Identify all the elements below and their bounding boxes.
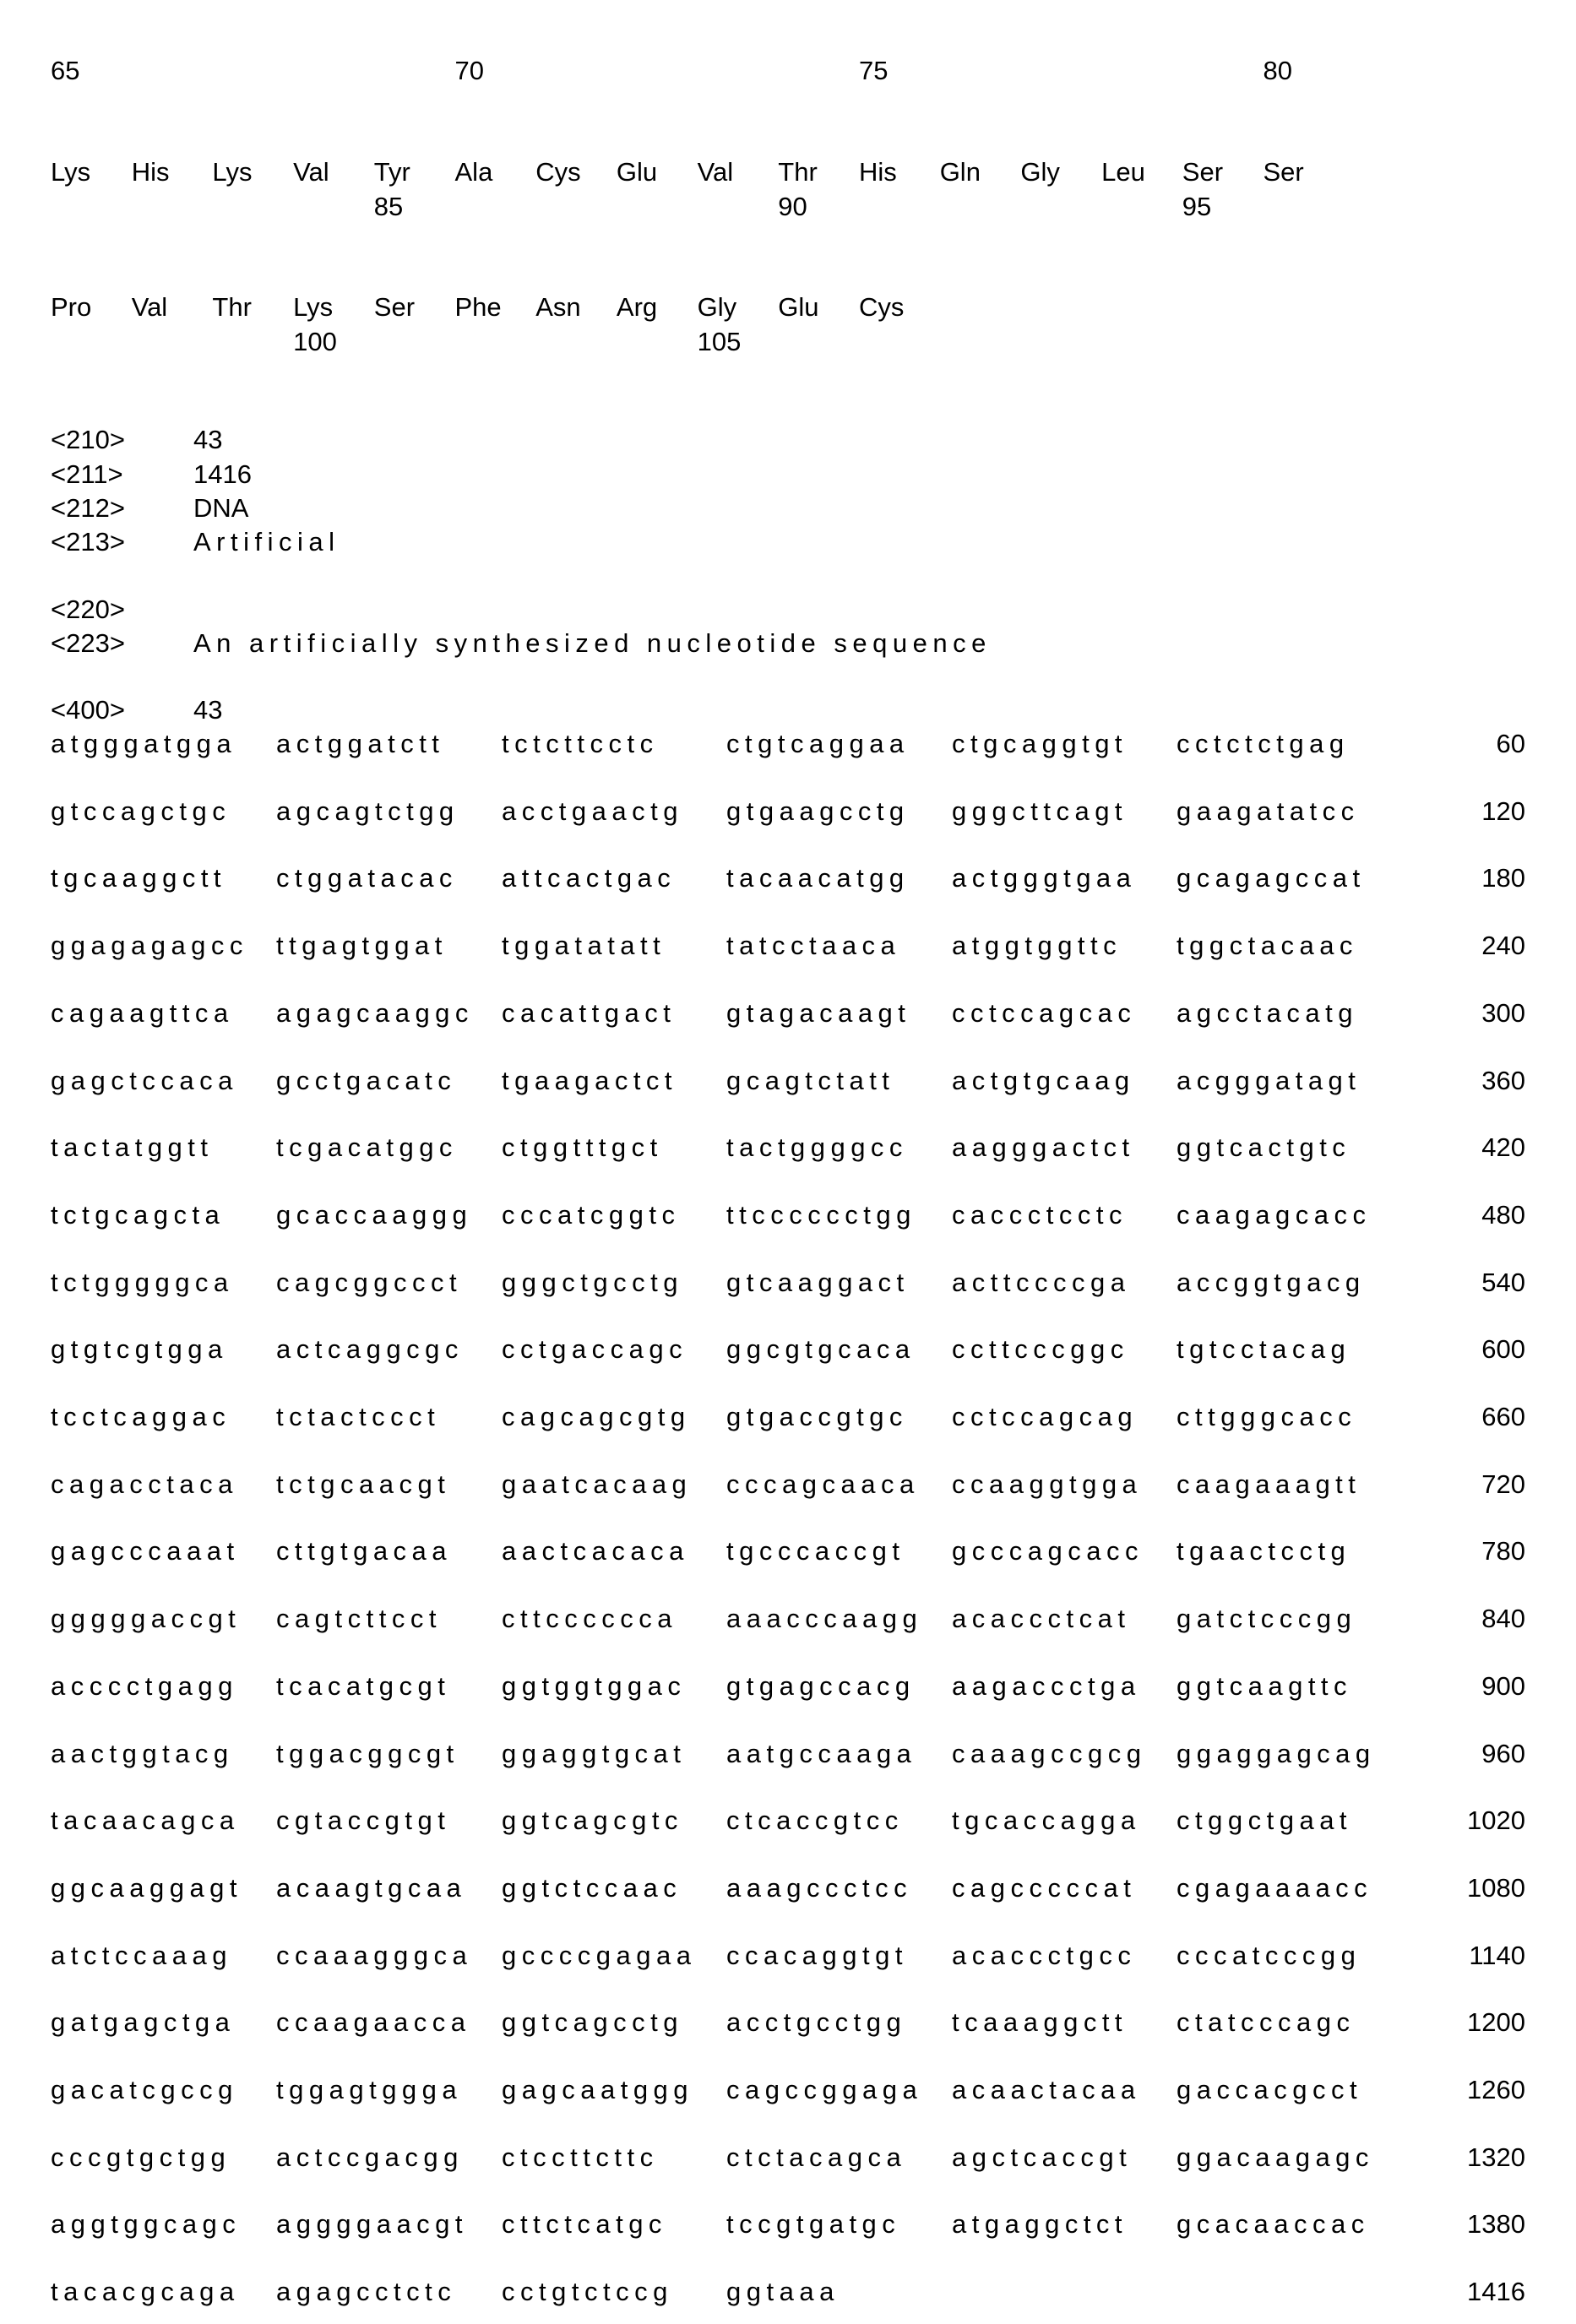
sequence-group: gacatcgccg [51, 2075, 238, 2105]
field-210-tag: <210> [51, 425, 125, 455]
sequence-group: ggtcactgtc [1177, 1132, 1350, 1163]
sequence-position: 660 [1390, 1402, 1525, 1432]
sequence-group: cagcccccat [952, 1873, 1136, 1903]
sequence-group: cttctcatgc [502, 2209, 667, 2240]
organism: Artificial [193, 527, 340, 557]
sequence-group: gggggaccgt [51, 1604, 241, 1634]
sequence-group: aactcacaca [502, 1536, 689, 1567]
sequence-group: tggagtggga [276, 2075, 462, 2105]
residue-number: 70 [455, 56, 484, 86]
amino-acid-residue: Cys [535, 157, 580, 187]
sequence-group: ggtctccaac [502, 1873, 682, 1903]
sequence-group: cctgtctccg [502, 2277, 673, 2307]
feature-description: An artificially synthesized nucleotide sequence [193, 628, 992, 659]
sequence-group: tacaacatgg [726, 863, 910, 893]
sequence-group: gatctcccgg [1177, 1604, 1356, 1634]
sequence-group: acccctgagg [51, 1671, 238, 1702]
sequence-group: tctactccct [276, 1402, 440, 1432]
sequence-group: cagacctaca [51, 1469, 238, 1500]
sequence-group: cccgtgctgg [51, 2142, 231, 2173]
sequence-group: gagctccaca [51, 1066, 238, 1096]
residue-number: 65 [51, 56, 79, 86]
amino-acid-residue: Thr [212, 292, 252, 323]
sequence-position: 960 [1390, 1739, 1525, 1769]
sequence-group: ccttcccggc [952, 1334, 1129, 1365]
sequence-group: ggcgtgcaca [726, 1334, 916, 1365]
sequence-group: ttgagtggat [276, 931, 448, 961]
sequence-group: ccaagaacca [276, 2007, 470, 2038]
sequence-group: actgtgcaag [952, 1066, 1135, 1096]
amino-acid-residue: Leu [1101, 157, 1145, 187]
sequence-group: ggtggtggac [502, 1671, 686, 1702]
sequence-group: ggtaaa [726, 2277, 840, 2307]
sequence-group: ctgtcaggaa [726, 729, 910, 759]
field-213-tag: <213> [51, 527, 125, 557]
sequence-group: cttcccccca [502, 1604, 677, 1634]
sequence-group: cctctctgag [1177, 729, 1350, 759]
sequence-group: actgggtgaa [952, 863, 1136, 893]
sequence-group: cccatcggtc [502, 1200, 680, 1230]
amino-acid-residue: Lys [51, 157, 90, 187]
sequence-position: 120 [1390, 796, 1525, 827]
sequence-group: actcaggcgc [276, 1334, 464, 1365]
sequence-group: acaagtgcaa [276, 1873, 466, 1903]
sequence-group: cctccagcag [952, 1402, 1138, 1432]
sequence-group: gtgagccacg [726, 1671, 916, 1702]
sequence-group: tctgcagcta [51, 1200, 225, 1230]
sequence-group: ctcaccgtcc [726, 1805, 904, 1836]
sequence-group: acttccccga [952, 1268, 1130, 1298]
sequence-group: acaactacaa [952, 2075, 1141, 2105]
residue-number: 75 [859, 56, 888, 86]
sequence-position: 1200 [1390, 2007, 1525, 2038]
amino-acid-residue: Val [698, 157, 734, 187]
sequence-group: aaagccctcc [726, 1873, 912, 1903]
sequence-group: ccacaggtgt [726, 1941, 908, 1971]
sequence-group: gcaccaaggg [276, 1200, 472, 1230]
sequence-group: tgcaccagga [952, 1805, 1141, 1836]
sequence-group: gcctgacatc [276, 1066, 456, 1096]
amino-acid-residue: Val [293, 157, 329, 187]
sequence-group: ggacaagagc [1177, 2142, 1374, 2173]
sequence-group: aagggactct [952, 1132, 1135, 1163]
sequence-group: tcctcaggac [51, 1402, 231, 1432]
sequence-group: tacacgcaga [51, 2277, 240, 2307]
sequence-group: caagagcacc [1177, 1200, 1371, 1230]
sequence-group: atggtggttc [952, 931, 1122, 961]
sequence-group: tcacatgcgt [276, 1671, 450, 1702]
sequence-group: atctccaaag [51, 1941, 232, 1971]
sequence-group: gtgaccgtgc [726, 1402, 908, 1432]
amino-acid-residue: Gln [940, 157, 981, 187]
sequence-position: 900 [1390, 1671, 1525, 1702]
sequence-group: cttgtgacaa [276, 1536, 452, 1567]
sequence-position: 1080 [1390, 1873, 1525, 1903]
sequence-group: atgggatgga [51, 729, 236, 759]
residue-number: 95 [1182, 192, 1211, 222]
seq-id-number: 43 [193, 425, 222, 455]
sequence-group: acaccctcat [952, 1604, 1130, 1634]
sequence-group: acctgaactg [502, 796, 683, 827]
sequence-group: gaagatatcc [1177, 796, 1360, 827]
amino-acid-residue: Ser [1264, 157, 1304, 187]
amino-acid-residue: Lys [212, 157, 252, 187]
sequence-group: ccaaggtgga [952, 1469, 1142, 1500]
sequence-group: cagaagttca [51, 998, 234, 1029]
sequence-group: ctatcccagc [1177, 2007, 1355, 2038]
sequence-type: DNA [193, 493, 248, 524]
sequence-group: aggggaacgt [276, 2209, 468, 2240]
sequence-position: 1140 [1390, 1941, 1525, 1971]
sequence-group: cttgggcacc [1177, 1402, 1356, 1432]
amino-acid-residue: Glu [617, 157, 657, 187]
sequence-group: cacattgact [502, 998, 676, 1029]
sequence-group: gagcccaaat [51, 1536, 240, 1567]
field-212-tag: <212> [51, 493, 125, 524]
sequence-group: ggaggagcag [1177, 1739, 1376, 1769]
sequence-group: ctggctgaat [1177, 1805, 1352, 1836]
sequence-group: actccgacgg [276, 2142, 464, 2173]
sequence-id-400: 43 [193, 695, 222, 725]
sequence-group: cagccggaga [726, 2075, 922, 2105]
amino-acid-residue: Ser [374, 292, 415, 323]
sequence-group: aggtggcagc [51, 2209, 241, 2240]
sequence-group: acaccctgcc [952, 1941, 1136, 1971]
sequence-group: gtccagctgc [51, 796, 231, 827]
sequence-group: aagaccctga [952, 1671, 1141, 1702]
amino-acid-residue: Gly [698, 292, 737, 323]
sequence-group: cagtcttcct [276, 1604, 442, 1634]
sequence-group: aatgccaaga [726, 1739, 916, 1769]
sequence-position: 60 [1390, 729, 1525, 759]
sequence-position: 1260 [1390, 2075, 1525, 2105]
amino-acid-residue: Ser [1182, 157, 1223, 187]
sequence-group: gggctgcctg [502, 1268, 683, 1298]
sequence-group: tactggggcc [726, 1132, 908, 1163]
sequence-group: gaatcacaag [502, 1469, 692, 1500]
sequence-group: cgtaccgtgt [276, 1805, 450, 1836]
sequence-group: gcagagccat [1177, 863, 1366, 893]
sequence-group: cagcagcgtg [502, 1402, 691, 1432]
sequence-group: caccctcctc [952, 1200, 1128, 1230]
sequence-position: 420 [1390, 1132, 1525, 1163]
sequence-group: gcacaaccac [1177, 2209, 1370, 2240]
sequence-position: 780 [1390, 1536, 1525, 1567]
field-223-tag: <223> [51, 628, 125, 659]
amino-acid-residue: His [132, 157, 170, 187]
amino-acid-residue: Pro [51, 292, 91, 323]
sequence-group: caaagccgcg [952, 1739, 1146, 1769]
sequence-group: ggtcagcgtc [502, 1805, 683, 1836]
sequence-group: attcactgac [502, 863, 676, 893]
sequence-group: aactggtacg [51, 1739, 234, 1769]
sequence-position: 1020 [1390, 1805, 1525, 1836]
sequence-group: agctcaccgt [952, 2142, 1132, 2173]
sequence-position: 300 [1390, 998, 1525, 1029]
amino-acid-residue: Lys [293, 292, 333, 323]
sequence-group: gatgagctga [51, 2007, 235, 2038]
sequence-group: gtcaaggact [726, 1268, 910, 1298]
sequence-group: ctggatacac [276, 863, 458, 893]
sequence-group: agcagtctgg [276, 796, 459, 827]
sequence-group: tatcctaaca [726, 931, 900, 961]
sequence-length: 1416 [193, 459, 252, 490]
sequence-group: gccccgagaa [502, 1941, 696, 1971]
sequence-group: tgcccaccgt [726, 1536, 905, 1567]
sequence-group: ggagagagcc [51, 931, 248, 961]
sequence-group: ctctacagca [726, 2142, 906, 2173]
sequence-group: tacaacagca [51, 1805, 240, 1836]
amino-acid-residue: Asn [535, 292, 580, 323]
amino-acid-residue: Val [132, 292, 168, 323]
sequence-group: gtgaagcctg [726, 796, 910, 827]
sequence-group: tctgcaacgt [276, 1469, 450, 1500]
sequence-group: tgaagactct [502, 1066, 677, 1096]
sequence-group: acctgcctgg [726, 2007, 906, 2038]
sequence-position: 480 [1390, 1200, 1525, 1230]
sequence-group: tctgggggca [51, 1268, 234, 1298]
sequence-group: gtagacaagt [726, 998, 910, 1029]
sequence-position: 360 [1390, 1066, 1525, 1096]
sequence-group: ggaggtgcat [502, 1739, 686, 1769]
amino-acid-residue: His [859, 157, 897, 187]
residue-number: 85 [374, 192, 403, 222]
sequence-position: 600 [1390, 1334, 1525, 1365]
sequence-group: ggcaaggagt [51, 1873, 242, 1903]
amino-acid-residue: Gly [1020, 157, 1060, 187]
amino-acid-residue: Ala [455, 157, 493, 187]
amino-acid-residue: Glu [778, 292, 818, 323]
sequence-group: ggtcagcctg [502, 2007, 683, 2038]
sequence-group: ttcccccctgg [726, 1200, 916, 1230]
sequence-group: tggctacaac [1177, 931, 1358, 961]
sequence-position: 180 [1390, 863, 1525, 893]
sequence-position: 1320 [1390, 2142, 1525, 2173]
sequence-group: ctgcaggtgt [952, 729, 1128, 759]
sequence-group: accggtgacg [1177, 1268, 1366, 1298]
sequence-group: gggcttcagt [952, 796, 1128, 827]
sequence-group: cagcggccct [276, 1268, 462, 1298]
sequence-group: tggacggcgt [276, 1739, 459, 1769]
field-400-tag: <400> [51, 695, 125, 725]
sequence-group: ggtcaagttc [1177, 1671, 1352, 1702]
sequence-group: gtgtcgtgga [51, 1334, 228, 1365]
field-211-tag: <211> [51, 459, 123, 490]
residue-number: 80 [1264, 56, 1292, 86]
amino-acid-residue: Phe [455, 292, 502, 323]
sequence-position: 1416 [1390, 2277, 1525, 2307]
residue-number: 90 [778, 192, 807, 222]
sequence-group: tcaaaggctt [952, 2007, 1128, 2038]
sequence-position: 720 [1390, 1469, 1525, 1500]
sequence-group: agagcctctc [276, 2277, 456, 2307]
sequence-group: ctccttcttc [502, 2142, 659, 2173]
sequence-group: ccaaagggca [276, 1941, 472, 1971]
amino-acid-residue: Arg [617, 292, 657, 323]
sequence-group: agcctacatg [1177, 998, 1358, 1029]
sequence-group: tgcaaggctt [51, 863, 226, 893]
sequence-group: tggatatatt [502, 931, 666, 961]
sequence-position: 840 [1390, 1604, 1525, 1634]
sequence-group: ctggtttgct [502, 1132, 663, 1163]
sequence-group: cctccagcac [952, 998, 1136, 1029]
sequence-group: gcccagcacc [952, 1536, 1144, 1567]
sequence-group: gaccacgcct [1177, 2075, 1362, 2105]
amino-acid-residue: Cys [859, 292, 904, 323]
sequence-group: cccatcccgg [1177, 1941, 1361, 1971]
field-220-tag: <220> [51, 595, 125, 625]
sequence-group: tcgacatggc [276, 1132, 458, 1163]
sequence-group: cccagcaaca [726, 1469, 920, 1500]
sequence-group: gagcaatggg [502, 2075, 693, 2105]
sequence-group: caagaaagtt [1177, 1469, 1361, 1500]
sequence-group: cgagaaaacc [1177, 1873, 1372, 1903]
sequence-position: 540 [1390, 1268, 1525, 1298]
sequence-group: aaacccaagg [726, 1604, 922, 1634]
sequence-position: 1380 [1390, 2209, 1525, 2240]
amino-acid-residue: Thr [778, 157, 818, 187]
sequence-group: gcagtctatt [726, 1066, 894, 1096]
sequence-group: atgaggctct [952, 2209, 1128, 2240]
sequence-group: tctcttcctc [502, 729, 659, 759]
sequence-group: acgggatagt [1177, 1066, 1361, 1096]
amino-acid-residue: Tyr [374, 157, 410, 187]
residue-number: 100 [293, 327, 337, 357]
sequence-group: agagcaaggc [276, 998, 474, 1029]
sequence-group: actggatctt [276, 729, 444, 759]
sequence-group: tccgtgatgc [726, 2209, 900, 2240]
sequence-group: cctgaccagc [502, 1334, 687, 1365]
residue-number: 105 [698, 327, 742, 357]
sequence-group: tactatggtt [51, 1132, 214, 1163]
sequence-position: 240 [1390, 931, 1525, 961]
sequence-group: tgtcctacag [1177, 1334, 1350, 1365]
sequence-group: tgaactcctg [1177, 1536, 1350, 1567]
